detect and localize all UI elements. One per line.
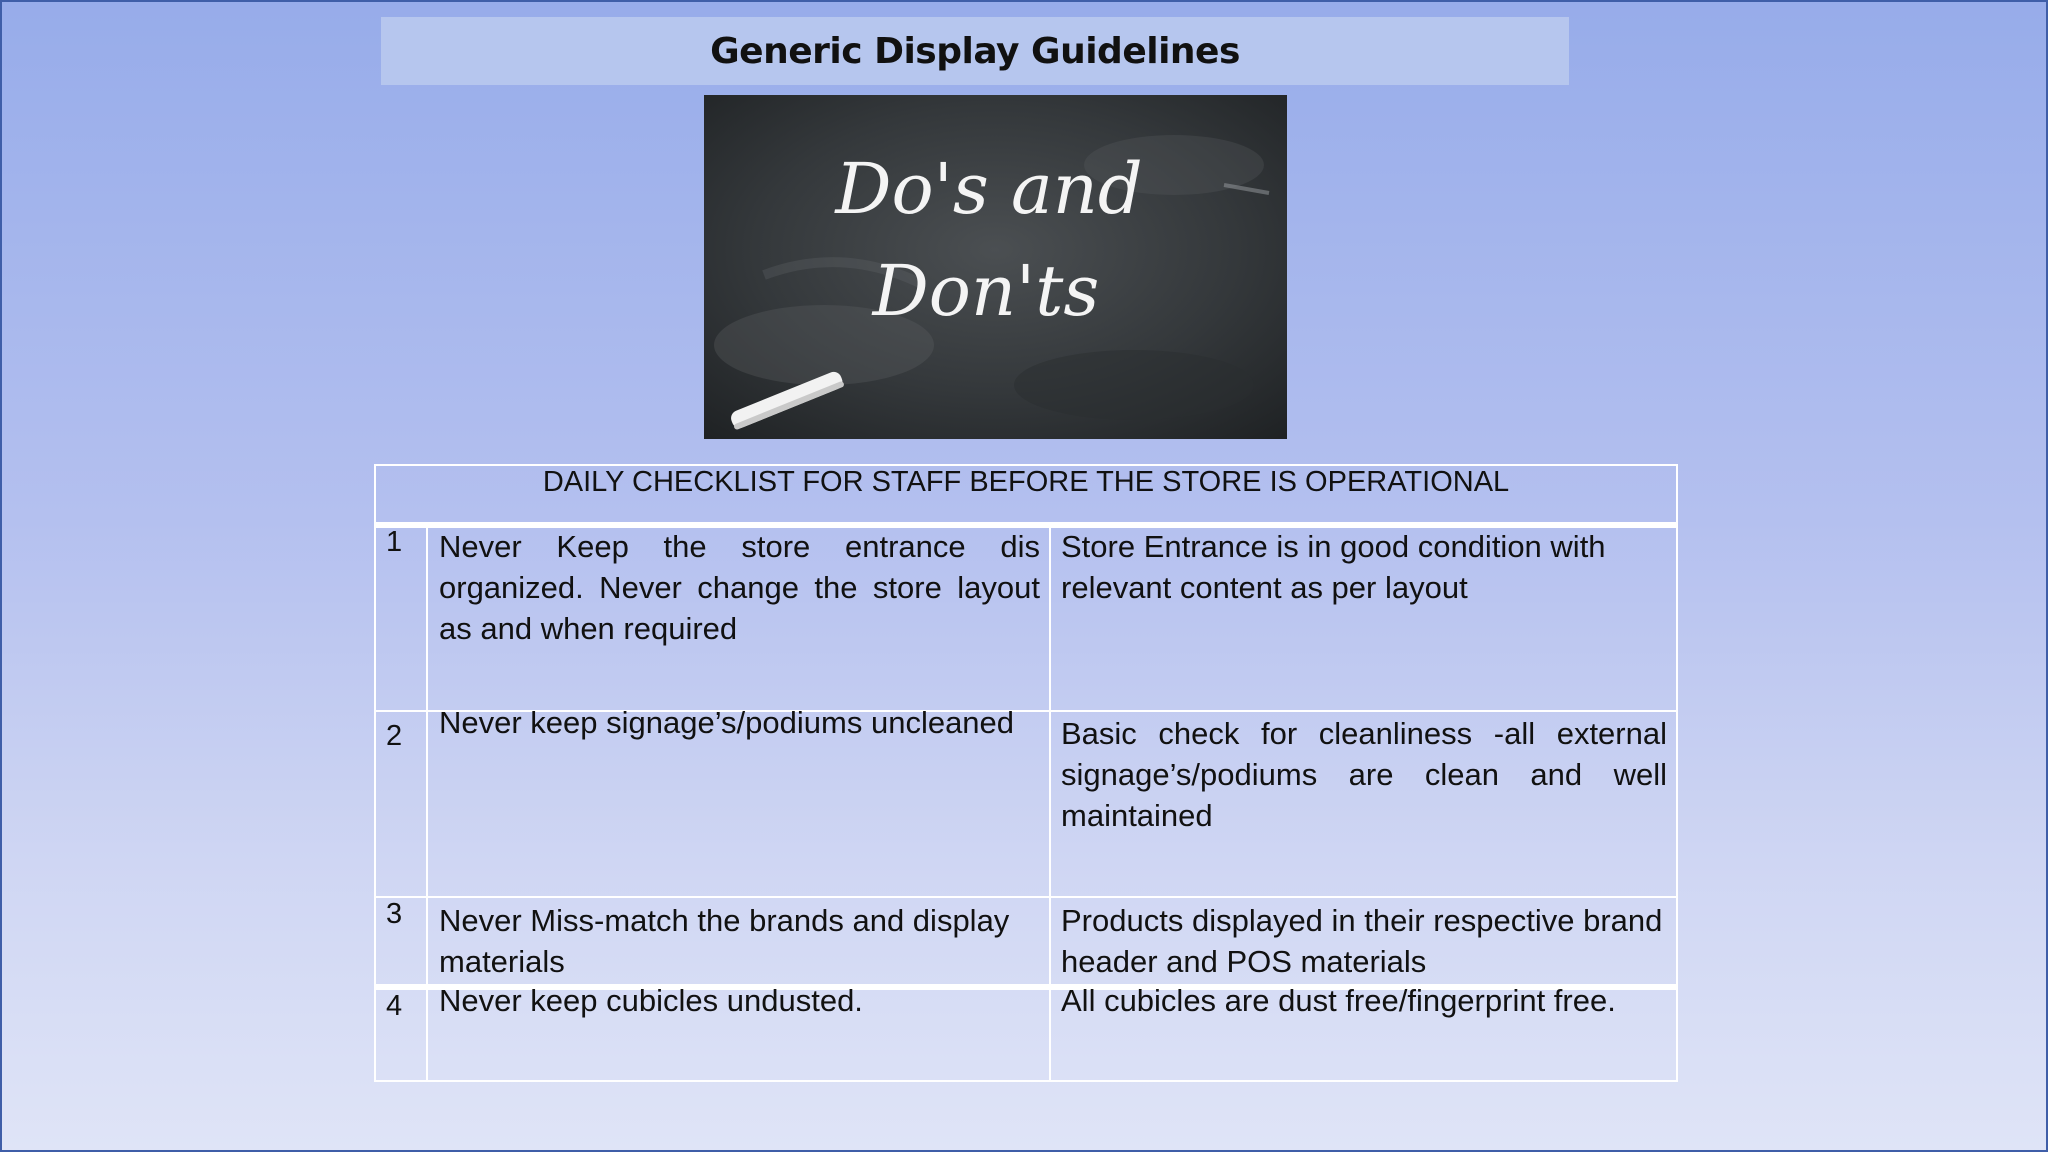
- do-text: All cubicles are dust free/fingerprint free.: [1061, 983, 1616, 1018]
- column-divider: [426, 524, 428, 1082]
- dont-text: Never Miss-match the brands and display materials: [439, 903, 1010, 979]
- chalkboard-line-1: Do's and: [835, 148, 1143, 230]
- checklist-header: DAILY CHECKLIST FOR STAFF BEFORE THE STORE IS OPERATIONAL: [542, 466, 1510, 498]
- row-divider: [376, 896, 1676, 898]
- title-bar: [381, 17, 1569, 85]
- row-number: 1: [386, 526, 403, 558]
- do-text: Basic check for cleanliness -all external signage’s/podiums are clean and well maintained: [1061, 716, 1667, 833]
- row-number: 3: [386, 898, 403, 930]
- chalkboard-image: [704, 95, 1287, 439]
- slide-title: Generic Display Guidelines: [710, 30, 1240, 72]
- row-number: 4: [386, 990, 403, 1022]
- do-text: Store Entrance is in good condition with relevant content as per layout: [1061, 529, 1606, 605]
- dont-text: Never keep signage’s/podiums uncleaned: [439, 705, 1015, 740]
- do-text: Products displayed in their respective brand header and POS materials: [1061, 903, 1663, 979]
- row-number: 2: [386, 720, 403, 752]
- checklist-table: [374, 464, 1678, 1082]
- dont-text: Never keep cubicles undusted.: [439, 983, 863, 1018]
- column-divider: [1049, 524, 1051, 1082]
- chalkboard-line-2: Don'ts: [872, 250, 1100, 332]
- dont-text: Never Keep the store entrance dis organized. Never change the store layout as and when required: [439, 529, 1040, 646]
